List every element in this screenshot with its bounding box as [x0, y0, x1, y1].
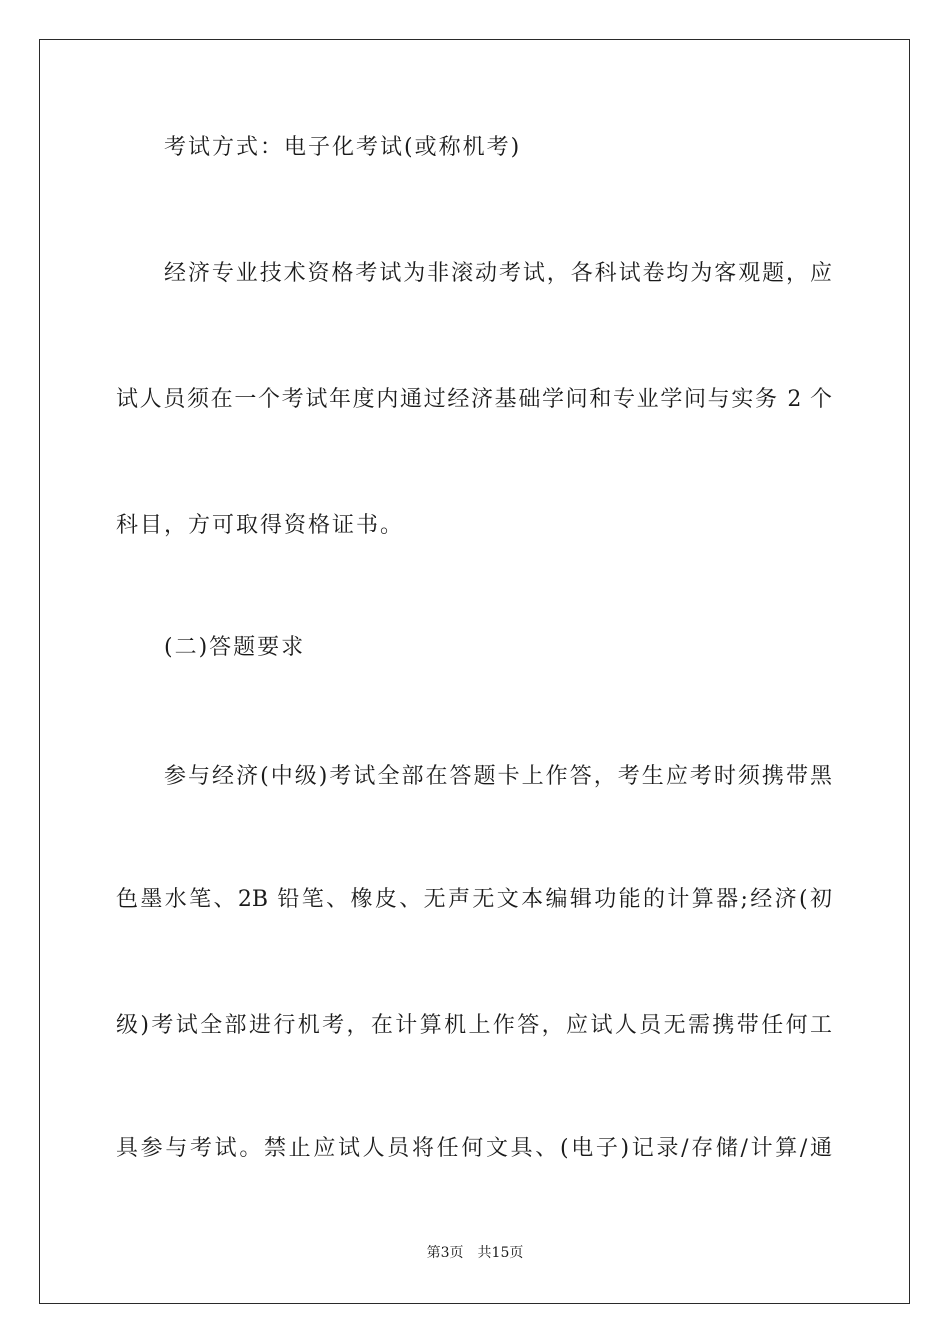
paragraph-line: 具参与考试。禁止应试人员将任何文具、(电子)记录/存储/计算/通 [116, 1136, 832, 1161]
page-border [39, 39, 910, 1304]
exam-method-line: 考试方式：电子化考试(或称机考) [164, 135, 522, 160]
page-total: 共15页 [477, 1245, 524, 1261]
page-footer [0, 1243, 950, 1263]
paragraph-line: 级)考试全部进行机考，在计算机上作答，应试人员无需携带任何工 [116, 1013, 832, 1038]
paragraph-line: 参与经济(中级)考试全部在答题卡上作答，考生应考时须携带黑 [164, 764, 832, 789]
paragraph-line: 色墨水笔、2B 铅笔、橡皮、无声无文本编辑功能的计算器;经济(初 [116, 887, 832, 912]
paragraph-line: 科目，方可取得资格证书。 [116, 513, 405, 538]
paragraph-line: 试人员须在一个考试年度内通过经济基础学问和专业学问与实务 2 个 [116, 387, 832, 412]
paragraph-line: 经济专业技术资格考试为非滚动考试，各科试卷均为客观题，应 [164, 261, 832, 286]
section-heading: (二)答题要求 [164, 635, 306, 660]
page-number: 第3页 [426, 1245, 464, 1261]
